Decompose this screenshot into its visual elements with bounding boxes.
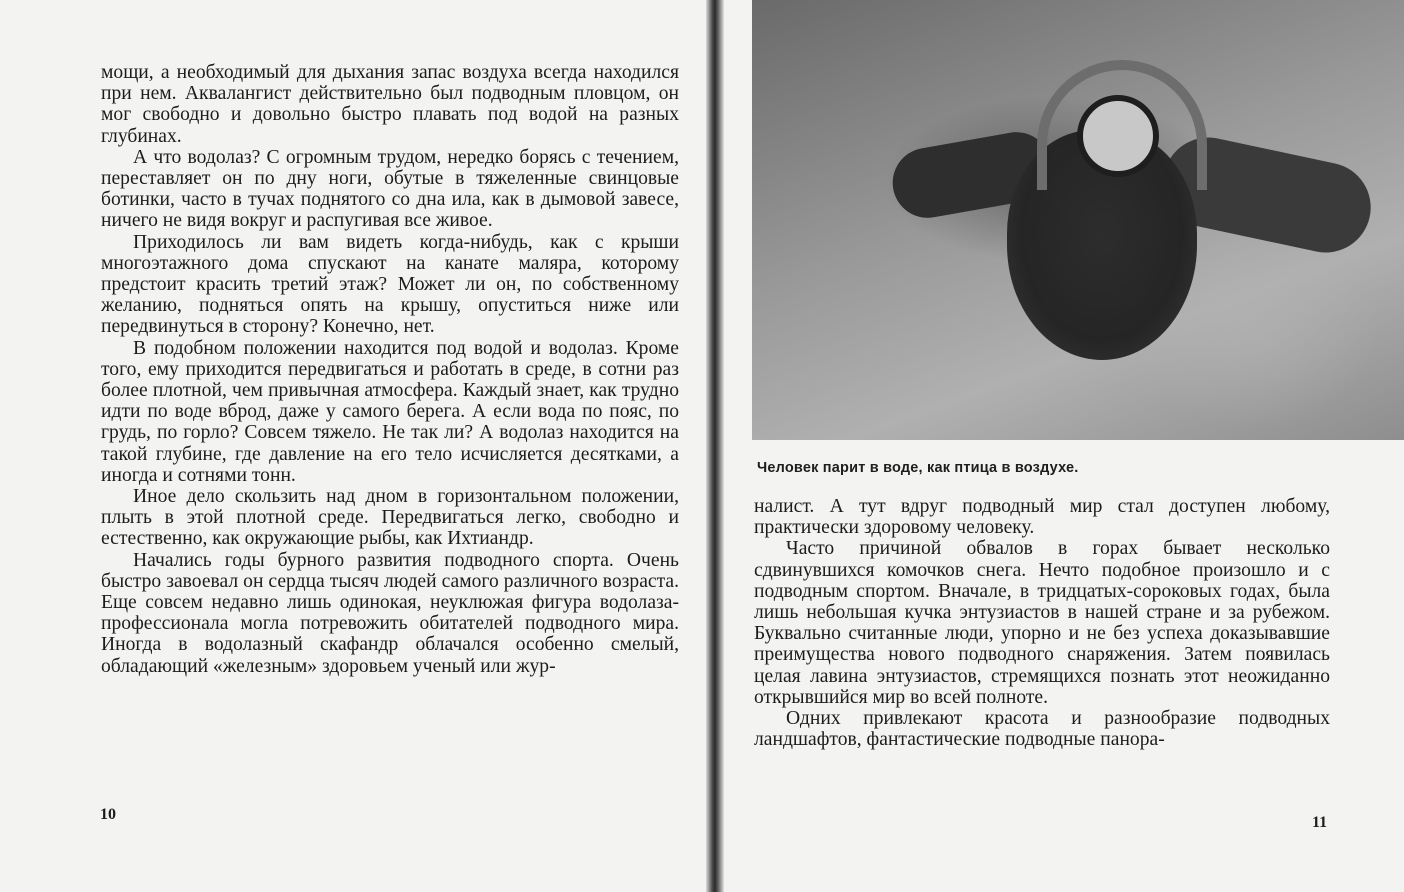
paragraph: Иное дело скользить над дном в горизонтальном положении, плыть в этой плотной среде. Передвигаться легко, свободно и естественно, как окружающие рыбы, как Ихтиандр.	[101, 486, 679, 550]
paragraph: А что водолаз? С огромным трудом, нередко борясь с течением, переставляет он по дну ноги, обутые в тяжеленные свинцовые ботинки, часто в тучах поднятого со дна ила, как в дымовой завесе, ничего не видя вокруг и распугивая все живое.	[101, 146, 679, 232]
paragraph: налист. А тут вдруг подводный мир стал доступен любому, практически здоровому человеку.	[754, 496, 1330, 539]
paragraph: Начались годы бурного развития подводного спорта. Очень быстро завоевал он сердца тысяч людей самого различного возраста. Еще совсем недавно лишь одинокая, неуклюжая фигура водолаза-профессионала могла потревожить обитателей подводного мира. Иногда в водолазный скафандр облачался особенно смелый, обладающий «железным» здоровьем ученый или жур-	[101, 549, 679, 677]
book-gutter	[706, 0, 724, 892]
diver-mask	[1077, 95, 1159, 177]
paragraph: Одних привлекают красота и разнообразие подводных ландшафтов, фантастические подводные панора-	[754, 708, 1330, 751]
page-number-left: 10	[100, 806, 116, 823]
right-page-text	[754, 496, 1330, 750]
paragraph: В подобном положении находится под водой и водолаз. Кроме того, ему приходится передвигаться и работать в среде, в сотни раз более плотной, чем привычная атмосфера. Каждый знает, как трудно идти по воде вброд, даже у самого берега. А если вода по пояс, по грудь, по горло? Совсем тяжело. Не так ли? А водолаз находится на такой глубине, где давление на его тело исчисляется десятками, а иногда и сотнями тонн.	[101, 337, 679, 486]
paragraph: Приходилось ли вам видеть когда-нибудь, как с крыши многоэтажного дома спускают на канате маляра, которому предстоит красить третий этаж? Может ли он, по собственному желанию, подняться опять на крышу, опуститься ниже или передвинуться в сторону? Конечно, нет.	[101, 231, 679, 338]
photo-caption: Человек парит в воде, как птица в воздухе.	[757, 460, 1079, 476]
page-number-right: 11	[1312, 814, 1328, 831]
diver-photo	[752, 0, 1404, 440]
paragraph: Часто причиной обвалов в горах бывает несколько сдвинувшихся комочков снега. Нечто подобное произошло и с подводным спортом. Вначале, в тридцатых-сороковых годах, была лишь небольшая кучка энтузиастов в нашей стране и за рубежом. Буквально считанные люди, упорно и не без успеха доказывавшие преимущества нового подводного снаряжения. Затем появилась целая лавина энтузиастов, стремящихся познать этот неожиданно открывшийся мир во всей полноте.	[754, 538, 1330, 708]
paragraph: мощи, а необходимый для дыхания запас воздуха всегда находился при нем. Аквалангист действительно был подводным пловцом, он мог свободно и довольно быстро плавать под водой на разных глубинах.	[101, 62, 679, 147]
left-page-text	[101, 62, 679, 677]
